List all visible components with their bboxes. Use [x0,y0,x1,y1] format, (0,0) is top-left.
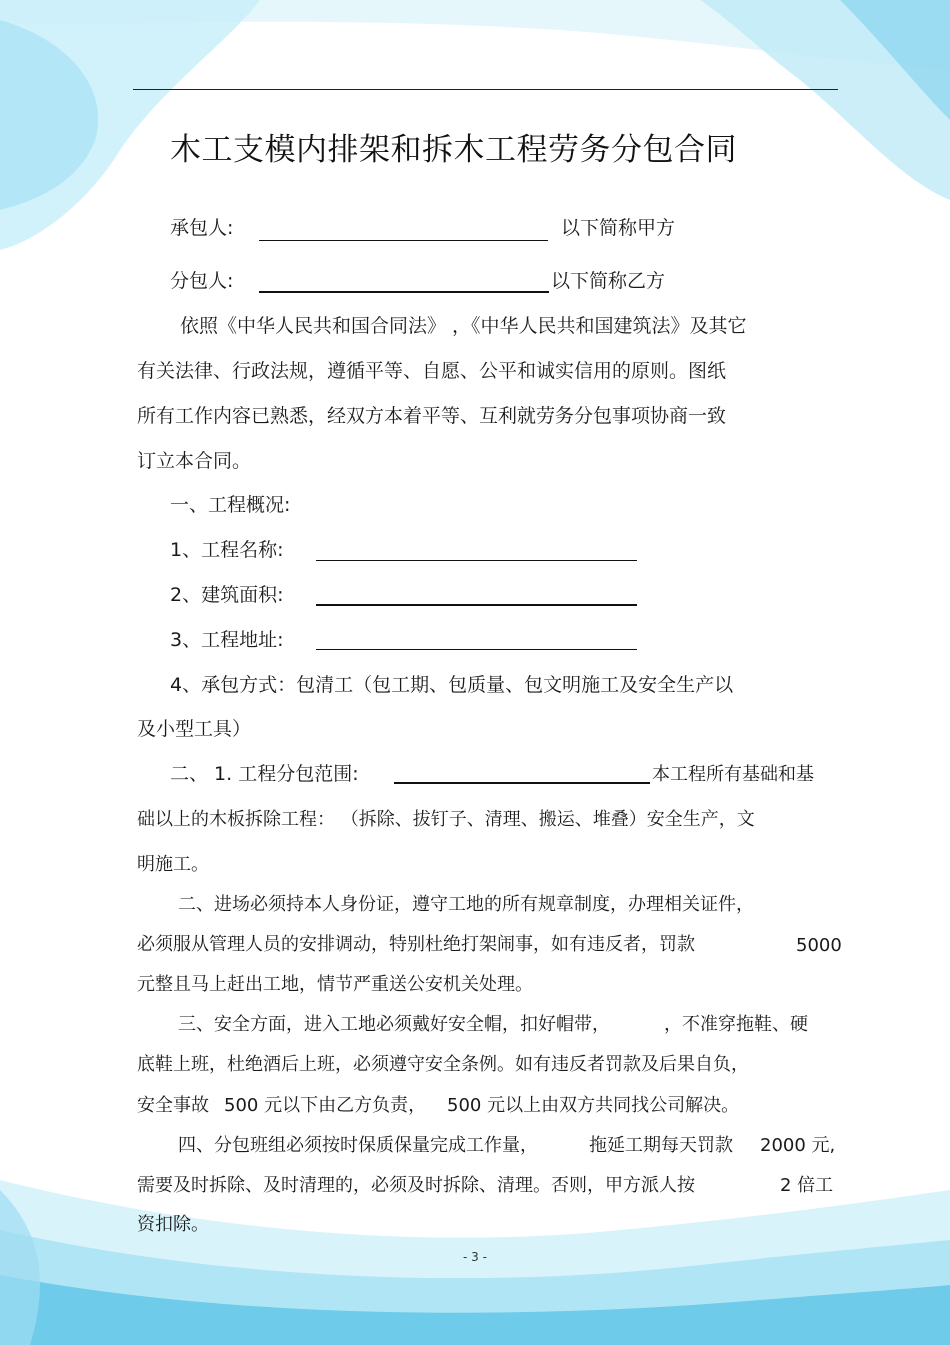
intro-line-1: 依照《中华人民共和国合同法》 ，《中华人民共和国建筑法》及其它 [180,315,747,337]
clause2-fine-amount: 5000 [796,935,842,956]
clause3-line-1a: 三、安全方面，进入工地必须戴好安全帽，扣好帽带， [178,1014,610,1035]
scope-blank[interactable] [394,782,650,784]
contractor-blank[interactable] [259,240,548,241]
scope-line-3: 明施工。 [137,854,209,875]
scope-line-2: 础以上的木板拆除工程： （拆除、拔钉子、清理、搬运、堆叠）安全生产，文 [137,809,755,830]
contract-method-line-1: 4、承包方式：包清工（包工期、包质量、包文明施工及安全生产以 [170,674,734,696]
clause3-line-1b: ，不准穿拖鞋、硬 [664,1014,808,1035]
intro-line-2: 有关法律、行政法规，遵循平等、自愿、公平和诚实信用的原则。图纸 [137,360,727,382]
clause2-line-3: 元整且马上赶出工地，情节严重送公安机关处理。 [137,974,533,995]
clause2-line-2: 必须服从管理人员的安排调动，特别杜绝打架闹事，如有违反者，罚款 [137,934,695,955]
clause4-line-2b: 2 倍工 [780,1175,834,1196]
project-address-blank[interactable] [316,649,637,650]
subcontractor-suffix: 以下简称乙方 [551,270,666,292]
project-address-label: 3、工程地址: [170,629,284,651]
page-number: - 3 - [463,1250,487,1264]
clause3-line-3b: 500 元以下由乙方负责， [224,1095,427,1116]
contractor-suffix: 以下简称甲方 [561,217,676,239]
contract-method-line-2: 及小型工具） [137,718,252,740]
contractor-label: 承包人: [170,217,234,239]
section1-heading: 一、工程概况: [170,494,291,516]
building-area-blank[interactable] [316,604,637,606]
building-area-label: 2、建筑面积: [170,584,284,606]
scope-suffix: 本工程所有基础和基 [652,764,814,785]
intro-line-4: 订立本合同。 [137,450,252,472]
clause4-line-1a: 四、分包班组必须按时保质保量完成工作量， [178,1135,538,1156]
clause3-line-2: 底鞋上班，杜绝酒后上班，必须遵守安全条例。如有违反者罚款及后果自负， [137,1054,749,1075]
scope-prefix: 二、 1. 工程分包范围: [170,763,359,785]
clause4-line-1b: 拖延工期每天罚款 [589,1135,733,1156]
subcontractor-blank[interactable] [259,291,549,293]
subcontractor-label: 分包人: [170,270,234,292]
project-name-label: 1、工程名称: [170,539,284,561]
document-title: 木工支模内排架和拆木工程劳务分包合同 [170,132,737,168]
header-rule [133,89,838,90]
clause2-line-1: 二、进场必须持本人身份证，遵守工地的所有规章制度，办理相关证件， [178,894,754,915]
clause3-line-3c: 500 元以上由双方共同找公司解决。 [447,1095,740,1116]
intro-line-3: 所有工作内容已熟悉，经双方本着平等、互利就劳务分包事项协商一致 [137,405,727,427]
project-name-blank[interactable] [316,560,637,561]
clause4-line-2a: 需要及时拆除、及时清理的，必须及时拆除、清理。否则，甲方派人按 [137,1175,695,1196]
clause3-line-3a: 安全事故 [137,1095,209,1116]
clause4-line-3: 资扣除。 [137,1214,209,1235]
clause4-line-1c: 2000 元, [760,1135,836,1156]
